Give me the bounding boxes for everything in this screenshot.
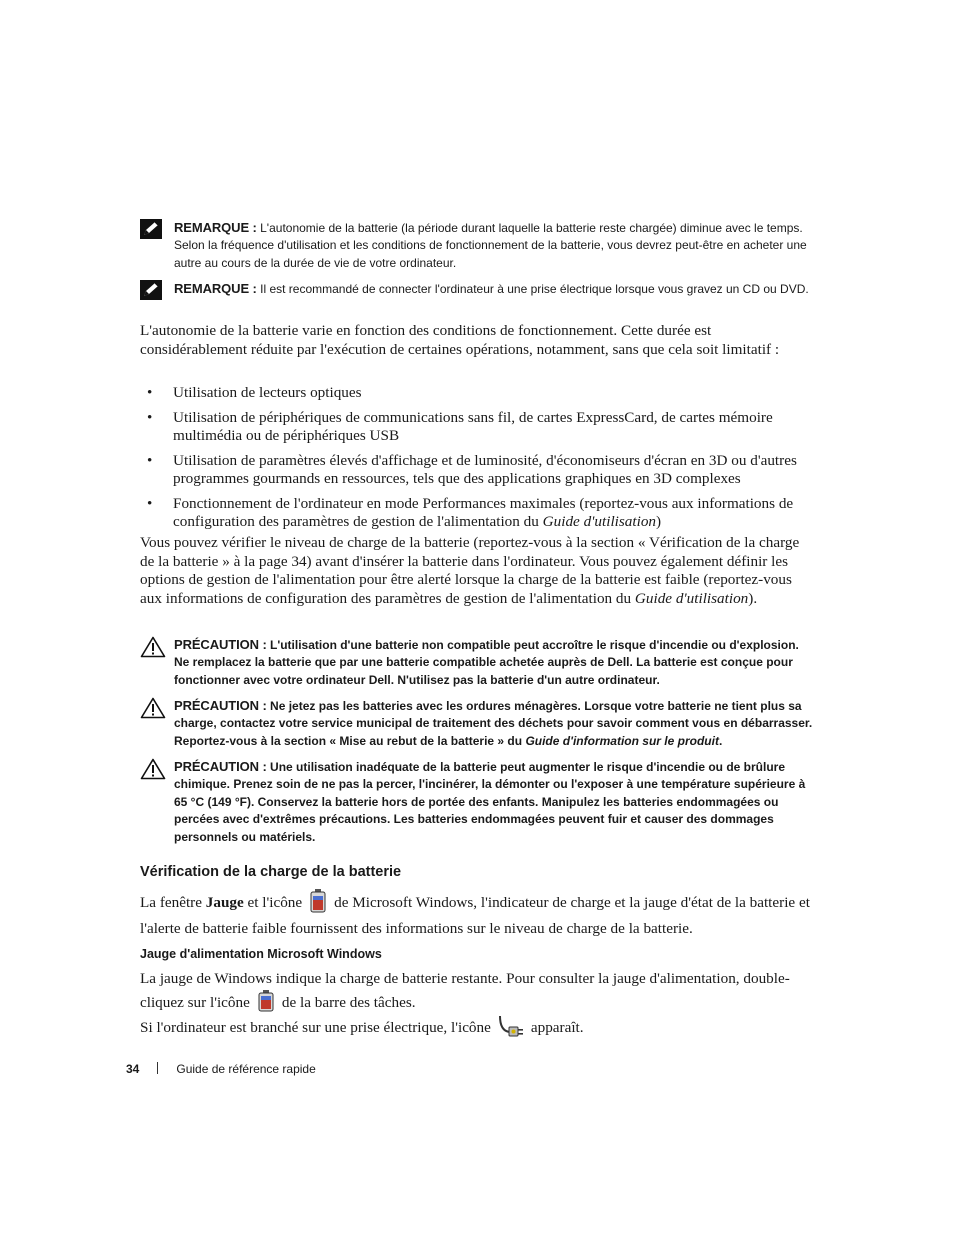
- list-item-text: Utilisation de paramètres élevés d'affichage et de luminosité, d'économiseurs d'écran en 3D ou d'autres programmes gourmands en ressources, tels que des applications graphiques en 3D complexes: [173, 451, 797, 487]
- list-item-text: Fonctionnement de l'ordinateur en mode Performances maximales (reportez-vous aux informations de configuration des paramètres de gestion de l'alimentation du: [173, 494, 794, 530]
- note-label: REMARQUE :: [174, 220, 257, 235]
- plug-paragraph-text: Si l'ordinateur est branché sur une prise électrique, l'icône: [140, 1019, 491, 1037]
- warning-triangle-icon: [140, 636, 166, 663]
- pencil-note-icon: [140, 219, 162, 244]
- note-text: L'autonomie de la batterie (la période durant laquelle la batterie reste chargée) diminue avec le temps. Selon la fréquence d'utilisation et les conditions de fonctionnement de la batterie, vous devrez peut-être en acheter une autre au cours de la durée de vie de votre ordinateur.: [174, 221, 807, 270]
- footer-title: Guide de référence rapide: [176, 1062, 316, 1076]
- power-plug-icon: [497, 1014, 525, 1044]
- battery-icon: [308, 888, 328, 920]
- intro-paragraph: L'autonomie de la batterie varie en fonction des conditions de fonctionnement. Cette durée est considérablement réduite par l'exécution de certaines opérations, notamment, sans que cela soit limitatif :: [140, 322, 780, 358]
- check-paragraph-text: Vous pouvez vérifier le niveau de charge de la batterie (reportez-vous à la section « Vérification de la charge de la batterie » à la page 34) avant d'insérer la batterie dans l'ordinateur. Vous pouvez également définir les options de gestion de l'alimentation pour être alerté lorsque la charge de la batterie est faible (reportez-vous aux informations de configuration des paramètres de gestion de l'alimentation du: [140, 534, 800, 607]
- caution-label: PRÉCAUTION :: [174, 637, 267, 652]
- section-paragraph: [140, 888, 816, 938]
- list-item: • Utilisation de paramètres élevés d'affichage et de luminosité, d'économiseurs d'écran en 3D ou d'autres programmes gourmands en ressources, tels que des applications graphiques en 3D complexes: [147, 451, 797, 487]
- caution-3: [140, 758, 816, 846]
- list-item: • Utilisation de périphériques de communications sans fil, de cartes ExpressCard, de cartes mémoire multimédia ou de périphériques USB: [147, 408, 773, 444]
- pencil-note-icon: [140, 280, 162, 305]
- list-item: • Fonctionnement de l'ordinateur en mode Performances maximales (reportez-vous aux informations de configuration des paramètres de gestion de l'alimentation du Guide d'utilisation): [147, 494, 794, 530]
- guide-reference: Guide d'information sur le produit: [525, 733, 719, 748]
- page-number: 34: [126, 1062, 140, 1076]
- caution-text: Une utilisation inadéquate de la batterie peut augmenter le risque d'incendie ou de brûlure chimique. Prenez soin de ne pas la percer, l'incinérer, la démonter ou l'exposer à une température supérieure à 65 °C (149 °F). Conservez la batterie hors de portée des enfants. Manipulez les batteries endommagées ou percées avec d'extrêmes précautions. Les batteries endommagées peuvent fuir et causer des dommages personnels ou matériels.: [174, 760, 806, 844]
- caution-label: PRÉCAUTION :: [174, 698, 267, 713]
- warning-triangle-icon: [140, 697, 166, 724]
- caution-closing: .: [718, 733, 723, 748]
- section-paragraph-text: de Microsoft Windows, l'indicateur de charge et la jauge d'état de la batterie et l'alerte de batterie faible fournissent des informations sur le niveau de charge de la batterie.: [140, 894, 810, 937]
- gauge-paragraph-text: La jauge de Windows indique la charge de batterie restante. Pour consulter la jauge d'alimentation, double-cliquez sur l'icône: [140, 970, 790, 1011]
- section-paragraph-text: et l'icône: [243, 894, 303, 912]
- guide-reference: Guide d'utilisation: [542, 513, 657, 530]
- usage-list: [140, 384, 816, 538]
- guide-reference: Guide d'utilisation: [634, 589, 749, 607]
- caution-text: Ne jetez pas les batteries avec les ordures ménagères. Lorsque votre batterie ne tient plus sa charge, contactez votre service municipal de traitement des déchets pour savoir comment vous en débarrasser. Reportez-vous à la section « Mise au rebut de la batterie » du: [174, 699, 813, 748]
- gauge-window-name: Jauge: [205, 894, 244, 912]
- note-1: [140, 219, 816, 272]
- note-text: Il est recommandé de connecter l'ordinateur à une prise électrique lorsque vous gravez un CD ou DVD.: [260, 282, 809, 296]
- note-2: [140, 280, 816, 298]
- subheading: Jauge d'alimentation Microsoft Windows: [140, 947, 382, 961]
- plug-paragraph: [140, 1014, 816, 1044]
- note-label: REMARQUE :: [174, 281, 257, 296]
- list-item-text: Utilisation de lecteurs optiques: [173, 384, 362, 401]
- caution-text: L'utilisation d'une batterie non compatible peut accroître le risque d'incendie ou d'explosion. Ne remplacez la batterie que par une batterie compatible achetée auprès de Dell. La batterie est conçue pour fonctionner avec votre ordinateur Dell. N'utilisez pas la batterie d'un autre ordinateur.: [174, 638, 799, 687]
- list-item-text: Utilisation de périphériques de communications sans fil, de cartes ExpressCard, de cartes mémoire multimédia ou de périphériques USB: [173, 408, 773, 444]
- page-footer: [126, 1062, 316, 1076]
- section-paragraph-text: La fenêtre: [140, 894, 206, 912]
- plug-paragraph-text: apparaît.: [530, 1019, 584, 1037]
- list-item-closing: ): [656, 513, 662, 530]
- check-paragraph: [140, 534, 816, 608]
- warning-triangle-icon: [140, 758, 166, 785]
- list-item: • Utilisation de lecteurs optiques: [147, 384, 362, 401]
- section-heading: Vérification de la charge de la batterie: [140, 864, 402, 880]
- gauge-paragraph: [140, 970, 816, 1018]
- gauge-paragraph-text: de la barre des tâches.: [281, 993, 416, 1011]
- caution-label: PRÉCAUTION :: [174, 759, 267, 774]
- check-paragraph-closing: ).: [748, 589, 758, 607]
- footer-divider: [157, 1062, 158, 1074]
- caution-1: [140, 636, 816, 689]
- caution-2: [140, 697, 816, 750]
